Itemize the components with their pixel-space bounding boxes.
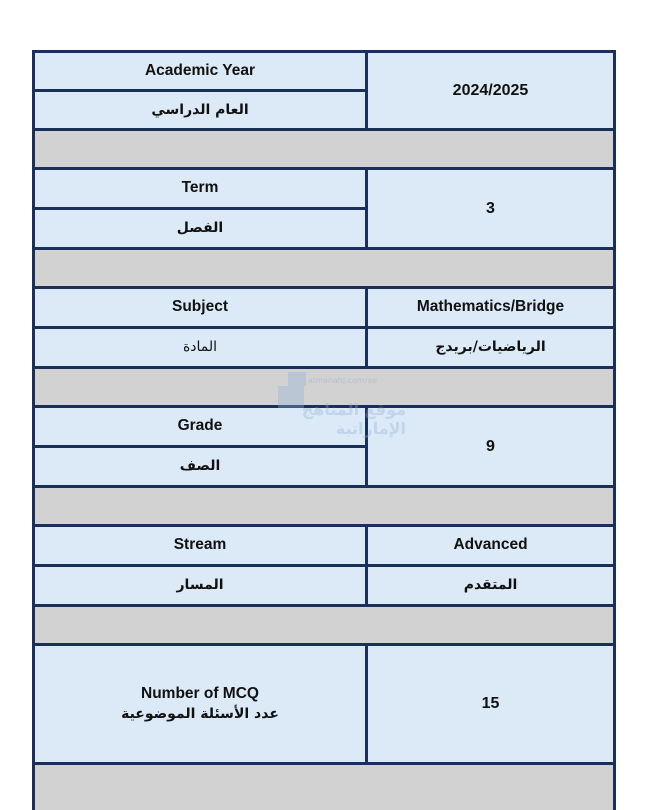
info-table xyxy=(32,50,616,810)
subject-value-ar: الرياضيات/بريدج xyxy=(368,329,613,366)
subject-label-ar: المادة xyxy=(35,329,365,366)
mcq-label xyxy=(35,646,365,762)
mcq-label-en: Number of MCQ xyxy=(141,685,259,703)
term-label: Term xyxy=(35,170,365,207)
stream-label: Stream xyxy=(35,527,365,564)
academic-year-label: Academic Year xyxy=(35,53,365,89)
separator-row xyxy=(35,131,613,167)
watermark-url: almanahj.com/ae xyxy=(308,376,378,385)
grade-value: 9 xyxy=(368,408,613,485)
academic-year-label-ar: العام الدراسي xyxy=(35,92,365,128)
separator-row xyxy=(35,488,613,524)
term-value: 3 xyxy=(368,170,613,247)
stream-label-ar: المسار xyxy=(35,567,365,604)
stream-value: Advanced xyxy=(368,527,613,564)
subject-label: Subject xyxy=(35,289,365,326)
academic-year-value: 2024/2025 xyxy=(368,53,613,128)
stream-value-ar: المتقدم xyxy=(368,567,613,604)
separator-row xyxy=(35,250,613,286)
watermark-text: موقع المناهج الإماراتية xyxy=(301,400,406,438)
separator-row xyxy=(35,607,613,643)
separator-row xyxy=(35,765,613,810)
term-label-ar: الفصل xyxy=(35,210,365,247)
subject-value: Mathematics/Bridge xyxy=(368,289,613,326)
separator-row xyxy=(35,369,613,405)
mcq-label-ar: عدد الأسئلة الموضوعية xyxy=(121,706,279,723)
grade-label-ar: الصف xyxy=(35,448,365,485)
mcq-value: 15 xyxy=(368,646,613,762)
grade-label: Grade xyxy=(35,408,365,445)
